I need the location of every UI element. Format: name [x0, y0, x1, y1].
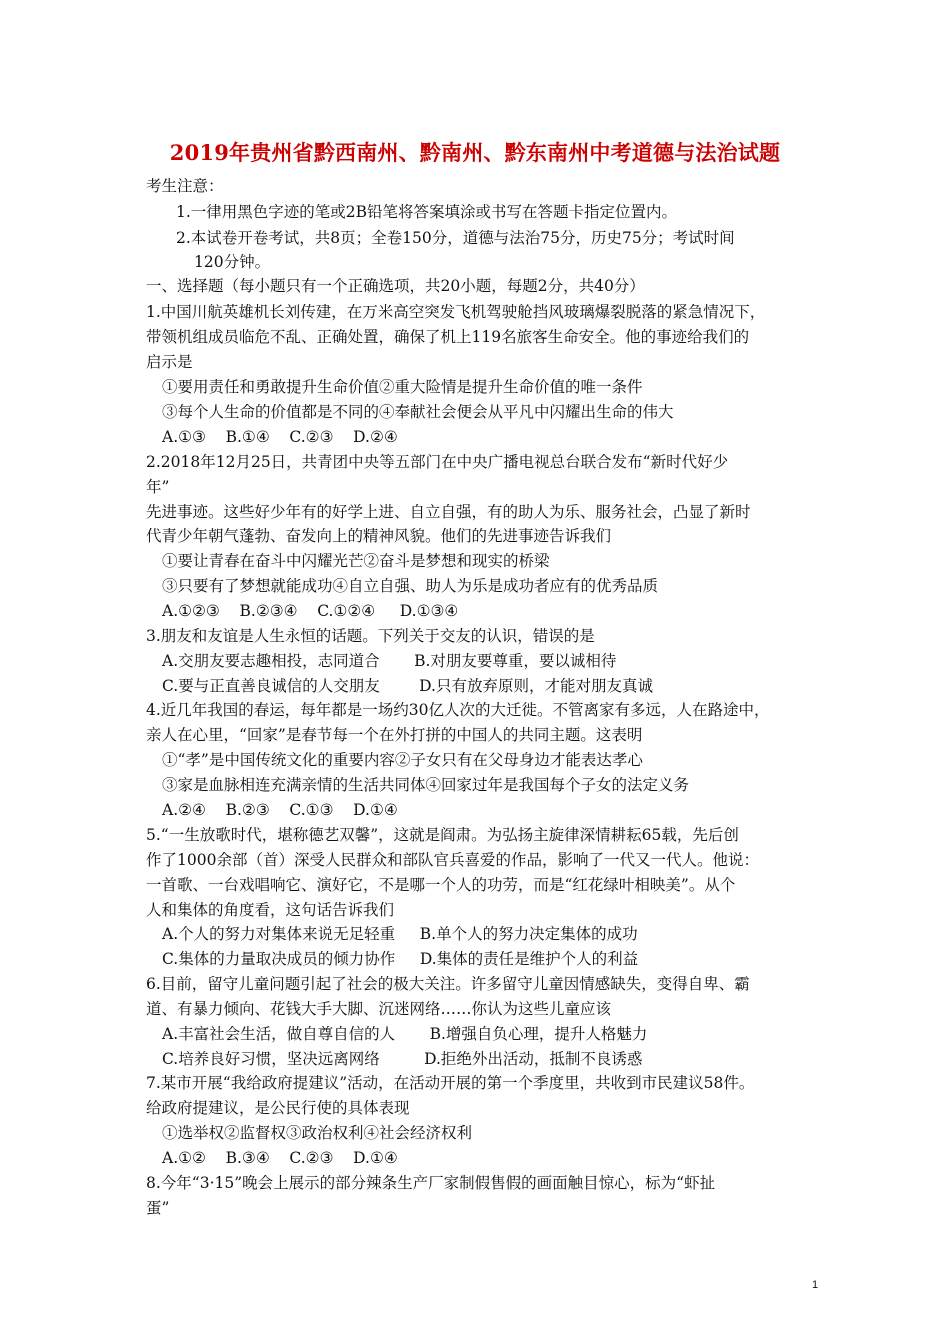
q7-options: A.①② B.③④ C.②③ D.①④	[162, 1149, 398, 1167]
notice-heading: 考生注意：	[146, 177, 224, 195]
q1-stem-line: 1.中国川航英雄机长刘传建，在万米高空突发飞机驾驶舱挡风玻璃爆裂脱落的紧急情况下，	[146, 303, 766, 321]
q1-statement: ①要用责任和勇敢提升生命价值②重大险情是提升生命价值的唯一条件	[162, 378, 643, 396]
q5-stem-line: 一首歌、一台戏唱响它、演好它，不是哪一个人的功劳，而是“红花绿叶相映美”。从个	[146, 876, 736, 894]
page-number: 1	[812, 1279, 819, 1291]
q2-stem-line: 年”	[146, 478, 170, 496]
q5-stem-line: 作了1000余部（首）深受人民群众和部队官兵喜爱的作品，影响了一代又一代人。他说：	[146, 851, 759, 869]
q6-stem-line: 6.目前，留守儿童问题引起了社会的极大关注。许多留守儿童因情感缺失，变得自卑、霸	[146, 975, 750, 993]
q1-stem-line: 带领机组成员临危不乱、正确处置，确保了机上119名旅客生命安全。他的事迹给我们的	[146, 328, 750, 346]
page-title: 2019年贵州省黔西南州、黔南州、黔东南州中考道德与法治试题	[169, 140, 781, 165]
q6-options-cd: C.培养良好习惯，坚决远离网络 D.拒绝外出活动，抵制不良诱惑	[162, 1050, 643, 1068]
notice-item-2-line-2: 120分钟。	[194, 253, 271, 271]
q7-statement: ①选举权②监督权③政治权利④社会经济权利	[162, 1124, 473, 1142]
q1-stem-line: 启示是	[146, 353, 193, 371]
q3-options-cd: C.要与正直善良诚信的人交朋友 D.只有放弃原则，才能对朋友真诚	[162, 677, 653, 695]
q7-stem-line: 7.某市开展“我给政府提建议”活动，在活动开展的第一个季度里，共收到市民建议58件。	[146, 1074, 755, 1092]
q5-options-cd: C.集体的力量取决成员的倾力协作 D.集体的责任是维护个人的利益	[162, 950, 639, 968]
q5-stem-line: 5.“一生放歌时代，堪称德艺双馨”，这就是阎肃。为弘扬主旋律深情耕耘65载，先后创	[146, 826, 739, 844]
notice-item-1: 1.一律用黑色字迹的笔或2B铅笔将答案填涂或书写在答题卡指定位置内。	[176, 203, 678, 221]
q3-stem-line: 3.朋友和友谊是人生永恒的话题。下列关于交友的认识，错误的是	[146, 627, 595, 645]
q4-options: A.②④ B.②③ C.①③ D.①④	[162, 801, 398, 819]
q1-options: A.①③ B.①④ C.②③ D.②④	[162, 428, 398, 446]
q5-stem-line: 人和集体的角度看，这句话告诉我们	[146, 901, 395, 919]
q2-options: A.①②③ B.②③④ C.①②④ D.①③④	[162, 602, 459, 620]
section-heading: 一、选择题（每小题只有一个正确选项，共20小题，每题2分，共40分）	[146, 277, 645, 295]
notice-item-2-line-1: 2.本试卷开卷考试，共8页；全卷150分，道德与法治75分，历史75分；考试时间	[176, 229, 735, 247]
q6-stem-line: 道、有暴力倾向、花钱大手大脚、沉迷网络……你认为这些儿童应该	[146, 1000, 612, 1018]
q2-stem-line: 代青少年朝气蓬勃、奋发向上的精神风貌。他们的先进事迹告诉我们	[146, 527, 612, 545]
q2-statement: ③只要有了梦想就能成功④自立自强、助人为乐是成功者应有的优秀品质	[162, 577, 659, 595]
q4-statement: ①“孝”是中国传统文化的重要内容②子女只有在父母身边才能表达孝心	[162, 751, 643, 769]
q7-stem-line: 给政府提建议，是公民行使的具体表现	[146, 1099, 410, 1117]
q8-stem-line: 蛋”	[146, 1199, 170, 1217]
q2-stem-line: 先进事迹。这些好少年有的好学上进、自立自强，有的助人为乐、服务社会，凸显了新时	[146, 503, 751, 521]
q6-options-ab: A.丰富社会生活，做自尊自信的人 B.增强自负心理，提升人格魅力	[162, 1025, 648, 1043]
q4-stem-line: 4.近几年我国的春运，每年都是一场约30亿人次的大迁徙。不管离家有多远，人在路途中，	[146, 701, 770, 719]
q1-statement: ③每个人生命的价值都是不同的④奉献社会便会从平凡中闪耀出生命的伟大	[162, 403, 674, 421]
q3-options-ab: A.交朋友要志趣相投，志同道合 B.对朋友要尊重，要以诚相待	[162, 652, 617, 670]
q2-statement: ①要让青春在奋斗中闪耀光芒②奋斗是梦想和现实的桥梁	[162, 552, 550, 570]
q8-stem-line: 8.今年“3·15”晚会上展示的部分辣条生产厂家制假售假的画面触目惊心，标为“虾扯	[146, 1174, 716, 1192]
q5-options-ab: A.个人的努力对集体来说无足轻重 B.单个人的努力决定集体的成功	[162, 925, 638, 943]
q4-stem-line: 亲人在心里，“回家”是春节每一个在外打拼的中国人的共同主题。这表明	[146, 726, 643, 744]
q4-statement: ③家是血脉相连充满亲情的生活共同体④回家过年是我国每个子女的法定义务	[162, 776, 690, 794]
q2-stem-line: 2.2018年12月25日，共青团中央等五部门在中央广播电视总台联合发布“新时代好少	[146, 453, 729, 471]
